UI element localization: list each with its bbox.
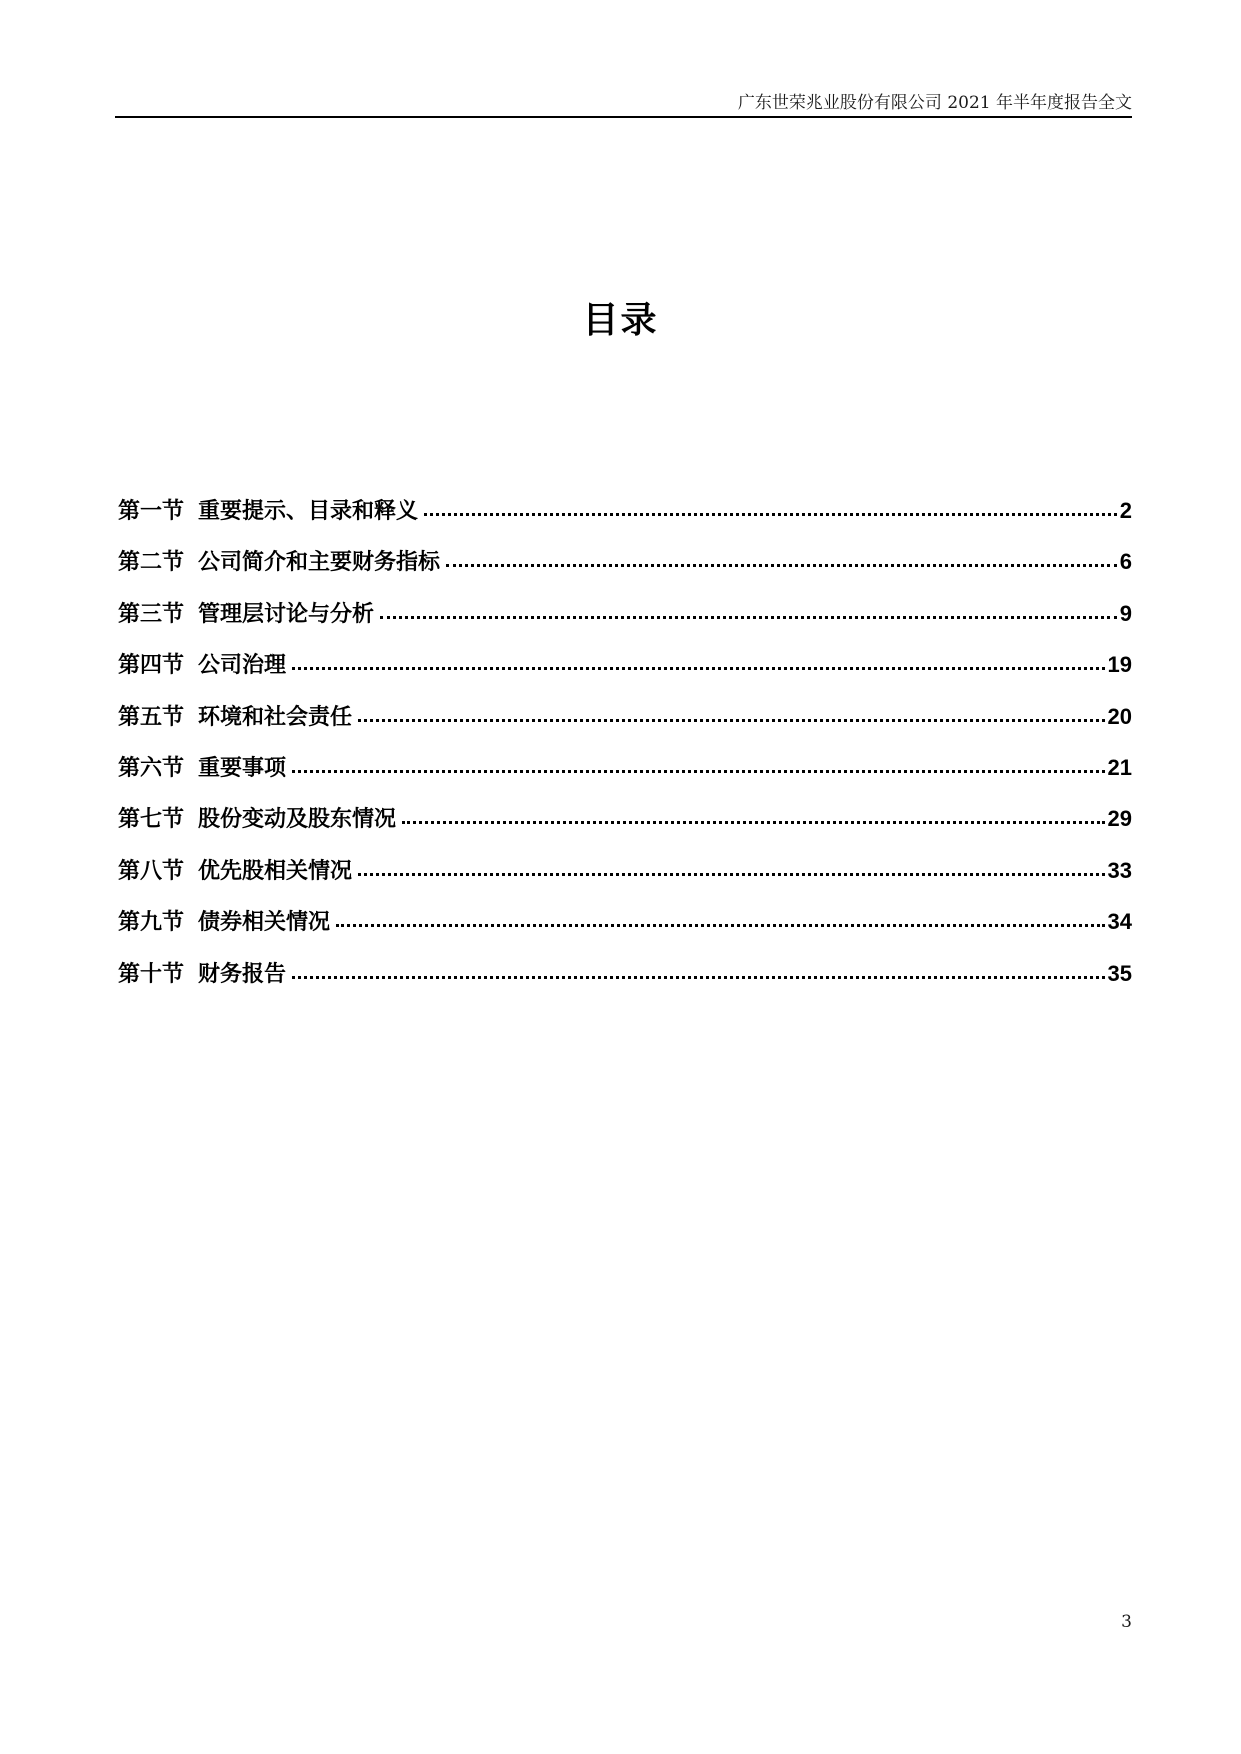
toc-section-number: 第二节 xyxy=(118,550,185,576)
toc-entry[interactable] xyxy=(118,802,1132,853)
toc-section-number: 第九节 xyxy=(118,910,185,936)
toc-leader-dots xyxy=(292,667,1104,670)
toc-section-title: 优先股相关情况 xyxy=(198,858,353,884)
toc-section-title: 公司治理 xyxy=(198,653,287,679)
toc-section-title: 管理层讨论与分析 xyxy=(198,601,375,627)
toc-leader-dots xyxy=(446,564,1117,567)
toc-leader-dots xyxy=(292,770,1104,773)
toc-page-number: 19 xyxy=(1107,652,1132,678)
toc-entry[interactable] xyxy=(118,545,1132,596)
toc-page-number: 20 xyxy=(1107,703,1132,729)
toc-page-number: 2 xyxy=(1119,498,1132,523)
toc-section-number: 第三节 xyxy=(118,601,185,627)
toc-section-number: 第六节 xyxy=(118,755,185,781)
toc-section-title: 股份变动及股东情况 xyxy=(198,807,397,833)
toc-section-title: 重要提示、目录和释义 xyxy=(198,499,419,524)
toc-page-number: 6 xyxy=(1119,549,1132,575)
toc-section-title: 重要事项 xyxy=(198,755,287,781)
toc-section-number: 第四节 xyxy=(118,653,185,679)
toc-section-number: 第一节 xyxy=(118,499,185,524)
toc-leader-dots xyxy=(402,821,1104,824)
toc-section-number: 第八节 xyxy=(118,858,185,884)
toc-section-number: 第十节 xyxy=(118,961,185,987)
toc-section-title: 财务报告 xyxy=(198,961,287,987)
page-number: 3 xyxy=(1121,1612,1132,1632)
toc-entry[interactable] xyxy=(118,751,1132,802)
toc-section-title: 债券相关情况 xyxy=(198,910,331,936)
toc-leader-dots xyxy=(380,616,1117,619)
toc-leader-dots xyxy=(336,924,1104,927)
toc-leader-dots xyxy=(358,873,1104,876)
toc-section-title: 公司简介和主要财务指标 xyxy=(198,550,441,576)
toc-section-number: 第七节 xyxy=(118,807,185,833)
header-text: 广东世荣兆业股份有限公司 2021 年半年度报告全文 xyxy=(737,93,1132,113)
toc-entry[interactable] xyxy=(118,957,1132,1008)
toc-entry[interactable] xyxy=(118,597,1132,648)
toc-page-number: 9 xyxy=(1119,600,1132,626)
toc-entry[interactable] xyxy=(118,700,1132,751)
toc-page-number: 34 xyxy=(1107,909,1132,935)
toc-section-number: 第五节 xyxy=(118,704,185,730)
toc-entry[interactable] xyxy=(118,905,1132,956)
toc-leader-dots xyxy=(424,513,1117,516)
toc-page-number: 21 xyxy=(1107,754,1132,780)
page-title: 目录 xyxy=(582,300,659,341)
toc-page-number: 35 xyxy=(1107,960,1132,986)
toc-page-number: 29 xyxy=(1107,806,1132,832)
toc-section-title: 环境和社会责任 xyxy=(198,704,353,730)
page-header xyxy=(115,84,1132,118)
toc-entry[interactable] xyxy=(118,648,1132,699)
toc-page-number: 33 xyxy=(1107,857,1132,883)
table-of-contents xyxy=(118,494,1132,1008)
toc-leader-dots xyxy=(292,976,1104,979)
toc-entry[interactable] xyxy=(118,494,1132,545)
toc-entry[interactable] xyxy=(118,854,1132,905)
toc-leader-dots xyxy=(358,719,1104,722)
